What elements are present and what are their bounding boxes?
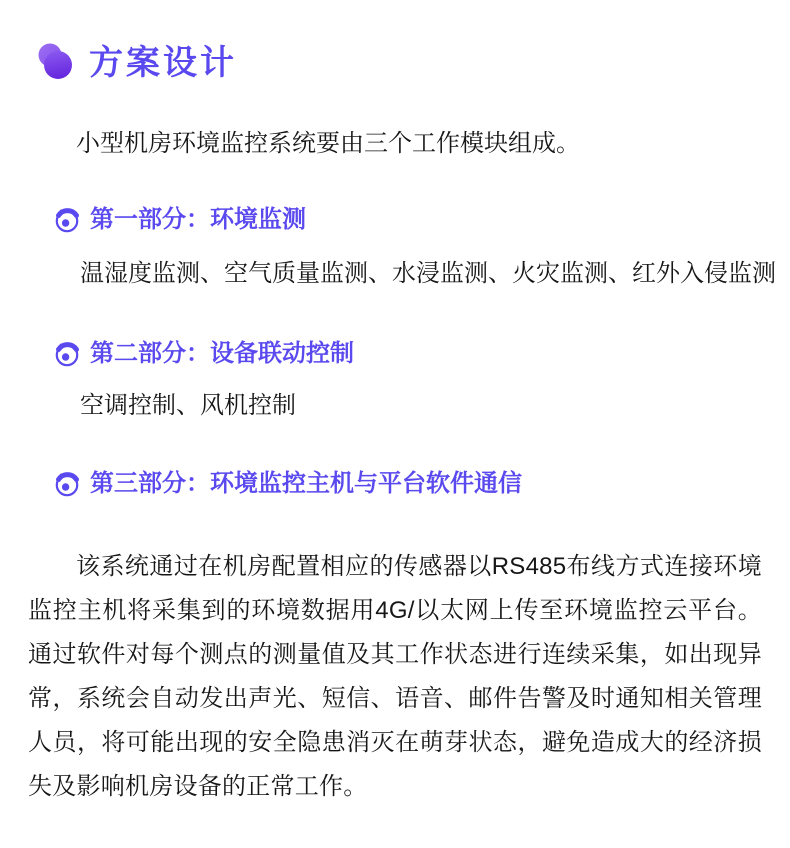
section-environment-monitoring: [28, 204, 776, 290]
section-content: 温湿度监测、空气质量监测、水浸监测、火灾监测、红外入侵监测: [80, 260, 776, 287]
ring-dot-bullet-icon: [53, 340, 81, 368]
section-host-platform-communication: [28, 468, 762, 500]
section-heading: 第一部分：环境监测: [90, 206, 306, 233]
section-device-linkage-control: [28, 338, 762, 422]
intro-text: 小型机房环境监控系统要由三个工作模块组成。: [76, 130, 580, 157]
section-heading: 第三部分：环境监控主机与平台软件通信: [90, 470, 522, 497]
section-heading-row: [53, 468, 762, 500]
section-heading-row: [53, 338, 762, 370]
section-heading-row: [53, 204, 762, 236]
page-title-row: [36, 40, 762, 86]
body-paragraph: 该系统通过在机房配置相应的传感器以RS485布线方式连接环境监控主机将采集到的环境数据用4G/以太网上传至环境监控云平台。通过软件对每个测点的测量值及其工作状态进行连续采集，如出现异常，系统会自动发出声光、短信、语音、邮件告警及时通知相关管理人员，将可能出现的安全隐患消灭在萌芽状态，避免造成大的经济损失及影响机房设备的正常工作。: [28, 553, 762, 800]
section-content: 空调控制、风机控制: [80, 392, 296, 419]
purple-blob-icon: [36, 43, 76, 83]
section-heading: 第二部分：设备联动控制: [90, 340, 354, 367]
ring-dot-bullet-icon: [53, 206, 81, 234]
ring-dot-bullet-icon: [53, 470, 81, 498]
page-title: 方案设计: [89, 44, 237, 82]
